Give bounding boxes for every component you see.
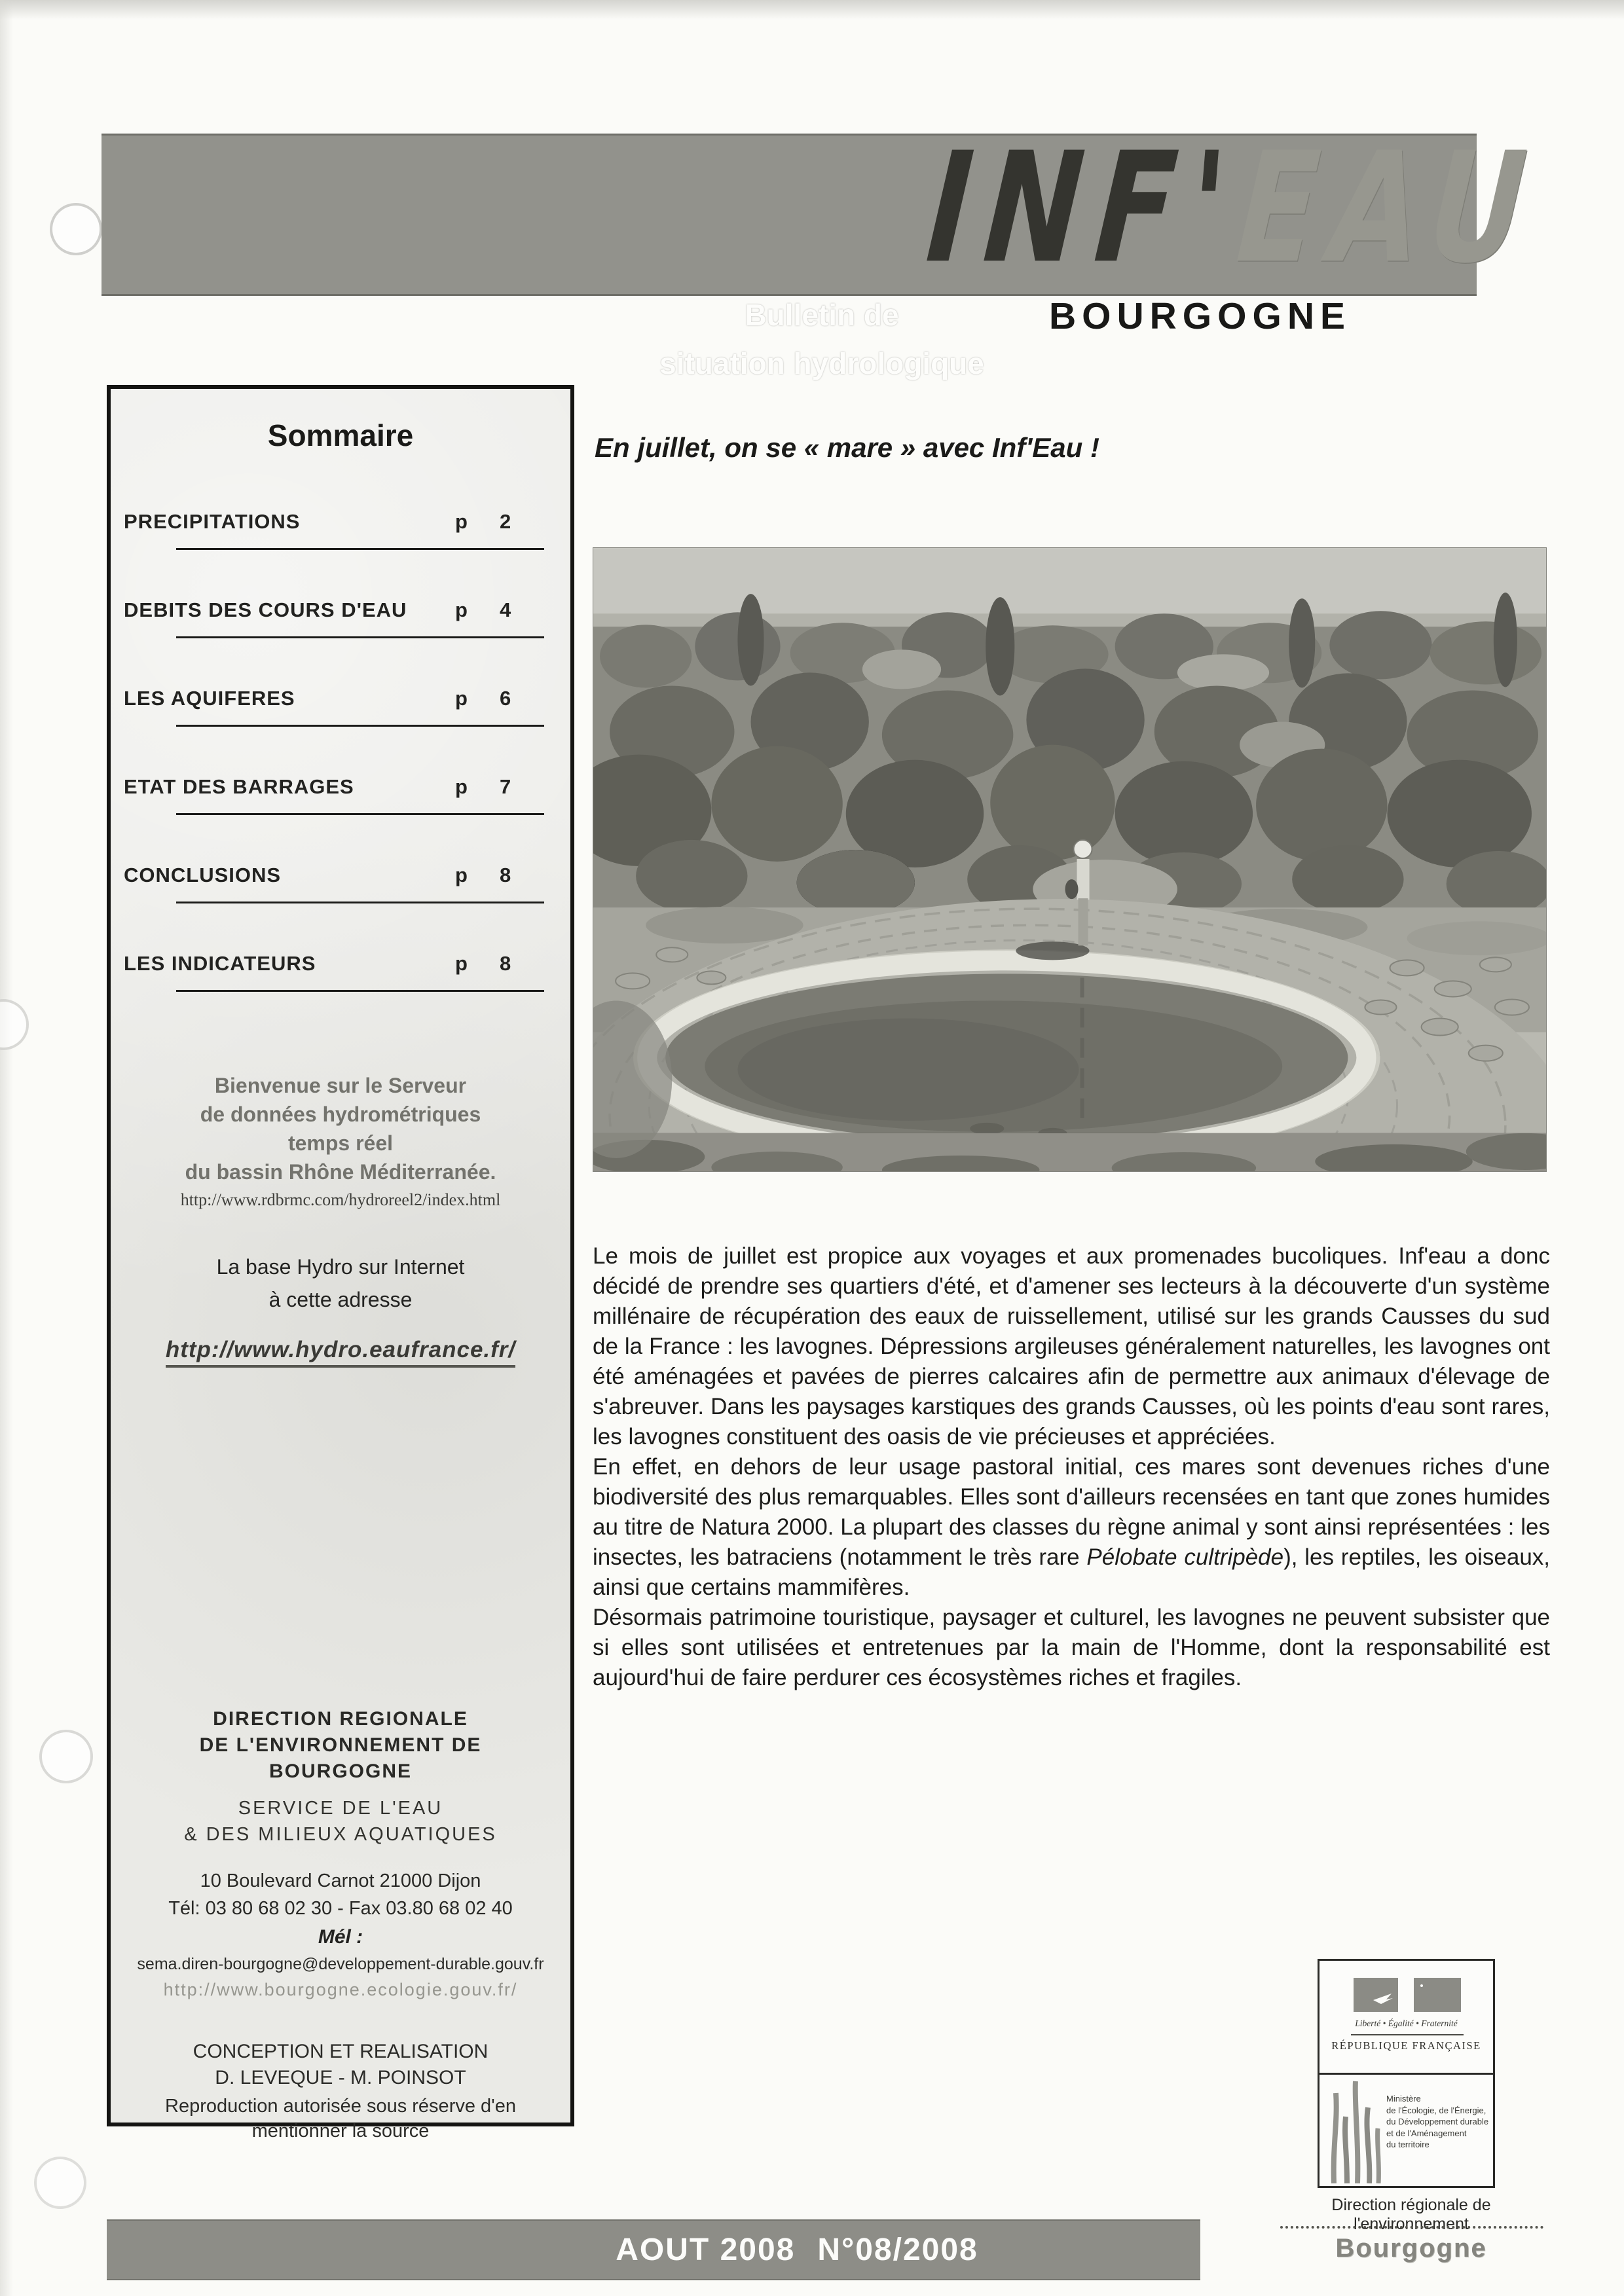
motto-divider — [1351, 2034, 1464, 2035]
toc-page-abbrev: p — [455, 687, 468, 710]
toc-label: PRECIPITATIONS — [124, 510, 301, 533]
punch-hole — [34, 2157, 86, 2209]
contact-email: sema.diren-bourgogne@developpement-durable.gouv.fr — [137, 1955, 544, 1973]
rdbrmc-url: http://www.rdbrmc.com/hydroreel2/index.html — [180, 1190, 501, 1209]
republique-text: RÉPUBLIQUE FRANÇAISE — [1331, 2039, 1481, 2052]
sommaire-title: Sommaire — [267, 418, 414, 452]
infeau-logo-eau: EAU — [1232, 120, 1546, 297]
credits-line: CONCEPTION ET REALISATION — [193, 2041, 489, 2062]
motto-text: Liberté • Égalité • Fraternité — [1355, 2018, 1458, 2028]
toc-page-abbrev: p — [455, 864, 468, 886]
service-name — [111, 1795, 570, 1848]
toc-page-abbrev: p — [455, 510, 468, 533]
toc-item-aquiferes — [111, 687, 570, 716]
contact-website: http://www.bourgogne.ecologie.gouv.fr/ — [163, 1980, 518, 1999]
mel-label: Mél : — [318, 1926, 363, 1948]
hydro-url: http://www.hydro.eaufrance.fr/ — [111, 1337, 570, 1363]
ministry-logo — [1320, 2075, 1493, 2188]
sommaire-box — [107, 385, 574, 2141]
toc-divider — [176, 636, 544, 638]
scan-edge-left — [0, 0, 13, 2296]
direction-regionale-text: Direction régionale de l'environnement — [1331, 2196, 1491, 2233]
server-welcome-text — [111, 1071, 570, 1186]
toc-item-debits — [111, 598, 570, 627]
footer-number: N°08/2008 — [817, 2232, 978, 2267]
ministry-text: Ministère de l'Écologie, de l'Énergie, du Développement durable et de l'Aménagement du territoire — [1386, 2094, 1489, 2149]
toc-label: LES AQUIFERES — [124, 687, 295, 710]
service-line: SERVICE DE L'EAU — [238, 1798, 443, 1819]
punch-hole — [0, 999, 29, 1050]
species-name-italic: Pélobate cultripède — [1086, 1544, 1284, 1570]
tel-fax-line: Tél: 03 80 68 02 30 - Fax 03.80 68 02 40 — [168, 1898, 513, 1919]
toc-page-abbrev: p — [455, 952, 468, 975]
toc-item-precipitations — [111, 510, 570, 539]
toc-page-abbrev: p — [455, 598, 468, 621]
bulletin-title-line2: situation hydrologique — [659, 346, 984, 380]
server-welcome-line: de données hydrométriques — [200, 1102, 481, 1126]
toc-item-barrages — [111, 775, 570, 804]
government-logo-box — [1318, 1959, 1495, 2188]
footer-month: AOUT 2008 — [616, 2232, 796, 2267]
article-paragraph-2: En effet, en dehors de leur usage pastoral initial, ces mares sont devenues riches d'une biodiversité des plus remarquables. Elles sont d'ailleurs recensées en tant que zones humides au titre de Natura 2000. La plupart des classes du règne animal y sont ainsi représentées : les insectes, les batraciens (notamment le très rare Pélobate cultripède), les reptiles, les oiseaux, ainsi que certains mammifères. — [593, 1454, 1551, 1600]
toc-divider — [176, 902, 544, 903]
region-title: BOURGOGNE — [1048, 295, 1352, 337]
toc-item-conclusions — [111, 864, 570, 892]
republique-francaise-logo — [1320, 1961, 1493, 2075]
contact-address — [111, 1867, 570, 1922]
toc-page-number: 8 — [500, 952, 511, 975]
toc-divider — [176, 990, 544, 992]
toc-divider — [176, 725, 544, 727]
footer-issue-text — [616, 2232, 978, 2268]
toc-label: ETAT DES BARRAGES — [124, 775, 354, 798]
article-paragraph-1: Le mois de juillet est propice aux voyages et aux promenades bucoliques. Inf'eau a donc décidé de prendre ses quartiers d'été, et d'amener ses lecteurs à la découverte d'un système millénaire de récupération des eaux de ruissellement, utilisé sur les grands Causses du sud de la France : les lavognes. Dépressions argileuses généralement naturelles, les lavognes ont été aménagées et pavées de pierres calcaires afin de permettre aux animaux d'élevage de s'abreuver. Dans les paysages karstiques des grands Causses, où les points d'eau sont rares, les lavognes constituent des oasis de vie précieuses et appréciées. — [593, 1243, 1550, 1449]
server-welcome-line: temps réel — [287, 1131, 394, 1155]
scan-edge-top — [0, 0, 1624, 20]
punch-hole — [39, 1730, 93, 1783]
organization-name — [111, 1706, 570, 1785]
organization-line: BOURGOGNE — [268, 1760, 412, 1782]
toc-divider — [176, 813, 544, 815]
organization-line: DE L'ENVIRONNEMENT DE — [199, 1734, 482, 1756]
article-title: En juillet, on se « mare » avec Inf'Eau ! — [595, 432, 1099, 463]
punch-hole — [50, 203, 102, 255]
credits-conception — [111, 2039, 570, 2091]
toc-label: CONCLUSIONS — [124, 864, 282, 886]
reproduction-line: mentionner la source — [251, 2121, 430, 2141]
toc-page-number: 8 — [500, 864, 511, 886]
credits-line: D. LEVEQUE - M. POINSOT — [215, 2067, 466, 2088]
toc-label: LES INDICATEURS — [124, 952, 316, 975]
footer-issue-bar — [107, 2219, 1200, 2280]
toc-page-number: 6 — [500, 687, 511, 710]
hydro-base-line: La base Hydro sur Internet — [216, 1255, 465, 1279]
article-body — [593, 1241, 1550, 1693]
toc-page-abbrev: p — [455, 775, 468, 798]
server-welcome-line: du bassin Rhône Méditerranée. — [185, 1160, 496, 1184]
lavogne-photo-graphic — [593, 548, 1546, 1171]
toc-label: DEBITS DES COURS D'EAU — [124, 598, 407, 621]
article-paragraph-3: Désormais patrimoine touristique, paysager et culturel, les lavognes ne peuvent subsister que si elles sont utilisées et entretenues par la main de l'Homme, dont la responsabilité est aujourd'hui de faire perdurer ces écosystèmes riches et fragiles. — [593, 1605, 1550, 1690]
server-welcome-line: Bienvenue sur le Serveur — [214, 1074, 467, 1097]
toc-page-number: 7 — [500, 775, 511, 798]
toc-item-indicateurs — [111, 952, 570, 981]
infeau-logo-inf: INF' — [921, 120, 1246, 297]
bulletin-title — [606, 291, 1038, 388]
reproduction-notice — [111, 2094, 570, 2143]
lavogne-photo — [593, 547, 1547, 1172]
reproduction-line: Reproduction autorisée sous réserve d'en — [165, 2096, 516, 2117]
direction-dotted-divider — [1280, 2226, 1543, 2229]
toc-page-number: 2 — [500, 510, 511, 533]
hydro-base-note — [111, 1250, 570, 1316]
address-line: 10 Boulevard Carnot 21000 Dijon — [200, 1870, 481, 1891]
toc-divider — [176, 548, 544, 550]
bourgogne-logo-text: Bourgogne — [1335, 2234, 1487, 2263]
service-line: & DES MILIEUX AQUATIQUES — [184, 1824, 497, 1845]
marianne-icon — [1354, 1978, 1461, 2012]
infeau-logo — [921, 120, 1546, 297]
bulletin-title-line1: Bulletin de — [745, 298, 899, 332]
reeds-icon — [1325, 2079, 1385, 2183]
hydro-base-line: à cette adresse — [268, 1288, 413, 1311]
toc-page-number: 4 — [500, 598, 511, 621]
organization-line: DIRECTION REGIONALE — [213, 1708, 468, 1730]
